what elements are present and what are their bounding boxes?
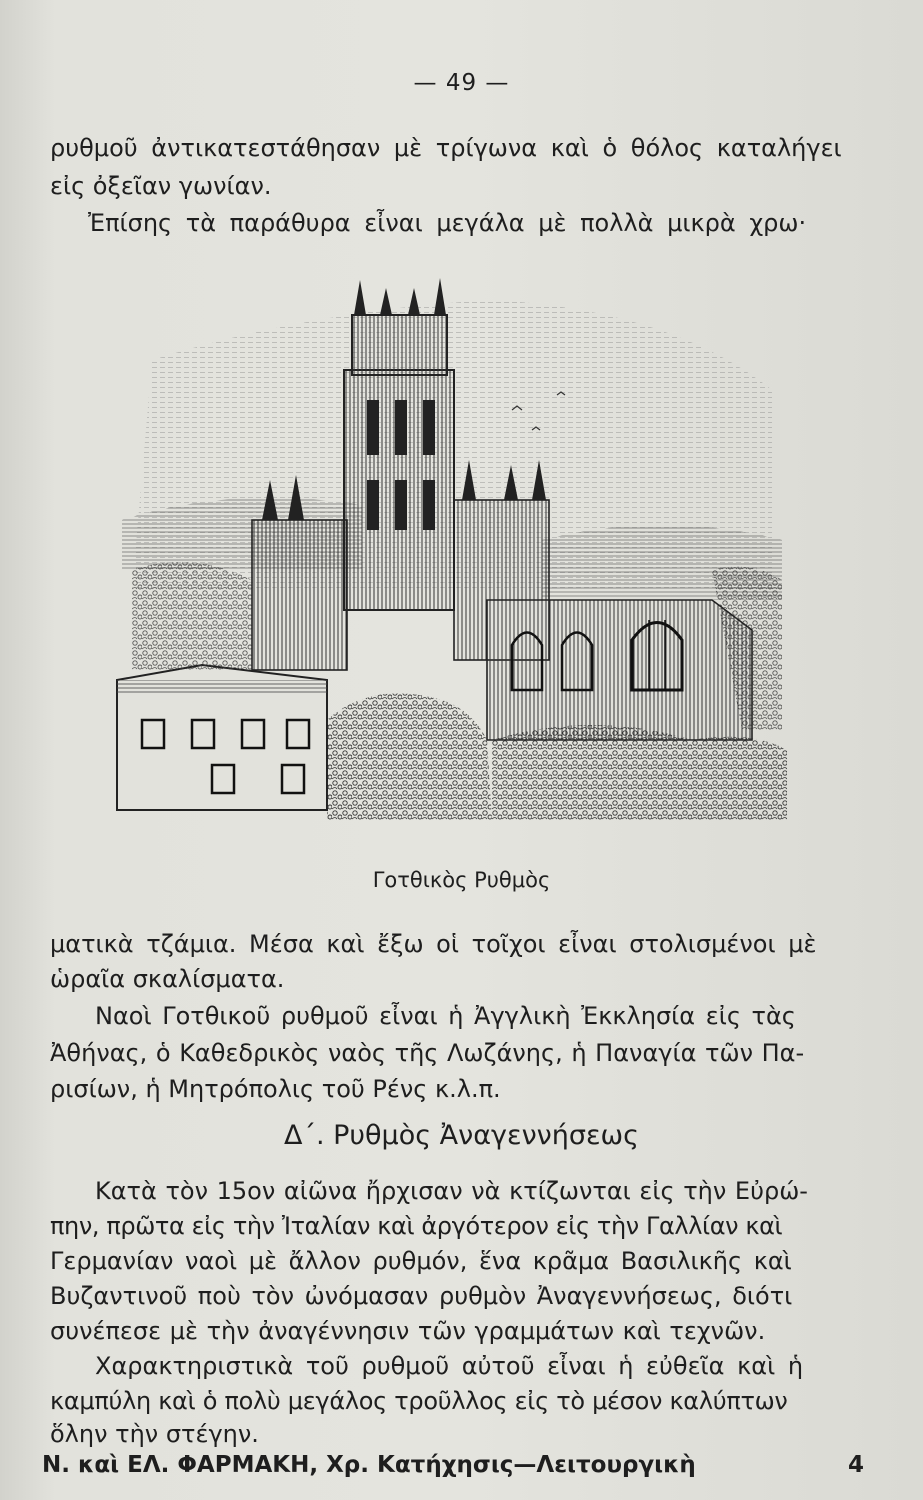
text-line: συνέπεσε μὲ τὴν ἀναγέννησιν τῶν γραμμάτων καὶ τεχνῶν. xyxy=(50,1317,766,1345)
text-line: ρισίων, ἡ Μητρόπολις τοῦ Ρένς κ.λ.π. xyxy=(50,1075,501,1103)
text-line: Χαρακτηριστικὰ τοῦ ρυθμοῦ αὐτοῦ εἶναι ἡ εὐθεῖα καὶ ἡ xyxy=(95,1352,804,1380)
text-line: Κατὰ τὸν 15ον αἰῶνα ἤρχισαν νὰ κτίζωνται εἰς τὴν Εὐρώ- xyxy=(95,1177,808,1205)
text-line: Ἀθήνας, ὁ Καθεδρικὸς ναὸς τῆς Λωζάνης, ἡ Παναγία τῶν Πα- xyxy=(50,1039,805,1067)
text-line: Γερμανίαν ναοὶ μὲ ἄλλον ρυθμόν, ἕνα κρᾶμα Βασιλικῆς καὶ xyxy=(50,1247,792,1275)
text-line: ὅλην τὴν στέγην. xyxy=(50,1420,259,1448)
text-line: ματικὰ τζάμια. Μέσα καὶ ἔξω οἱ τοῖχοι εἶναι στολισμένοι μὲ xyxy=(50,930,817,958)
text-line: ὡραῖα σκαλίσματα. xyxy=(50,965,285,993)
text-line: Ἐπίσης τὰ παράθυρα εἶναι μεγάλα μὲ πολλὰ μικρὰ χρω· xyxy=(88,209,807,237)
text-line: πην, πρῶτα εἰς τὴν Ἰταλίαν καὶ ἀργότερον εἰς τὴν Γαλλίαν καὶ xyxy=(50,1212,783,1240)
footer-text: Ν. καὶ ΕΛ. ΦΑΡΜΑΚΗ, Χρ. Κατήχησις—Λειτουργικὴ xyxy=(42,1452,696,1478)
text-line: ρυθμοῦ ἀντικατεστάθησαν μὲ τρίγωνα καὶ ὁ θόλος καταλήγει xyxy=(50,134,842,162)
text-line: Βυζαντινοῦ ποὺ τὸν ὠνόμασαν ρυθμὸν Ἀναγεννήσεως, διότι xyxy=(50,1282,793,1310)
page-number: — 49 — xyxy=(413,70,510,96)
text-line: Ναοὶ Γοτθικοῦ ρυθμοῦ εἶναι ἡ Ἀγγλικὴ Ἐκκλησία εἰς τὰς xyxy=(95,1002,796,1030)
signature-number: 4 xyxy=(847,1452,864,1478)
figure-caption: Γοτθικὸς Ρυθμὸς xyxy=(372,868,551,892)
text-line: καμπύλη καὶ ὁ πολὺ μεγάλος τροῦλλος εἰς τὸ μέσον καλύπτων xyxy=(50,1387,788,1415)
section-heading: Δ΄. Ρυθμὸς Ἀναγεννήσεως xyxy=(283,1120,640,1151)
text-line: εἰς ὀξεῖαν γωνίαν. xyxy=(50,172,272,200)
gothic-cathedral-illustration xyxy=(112,270,792,830)
page-footer xyxy=(42,1452,864,1478)
